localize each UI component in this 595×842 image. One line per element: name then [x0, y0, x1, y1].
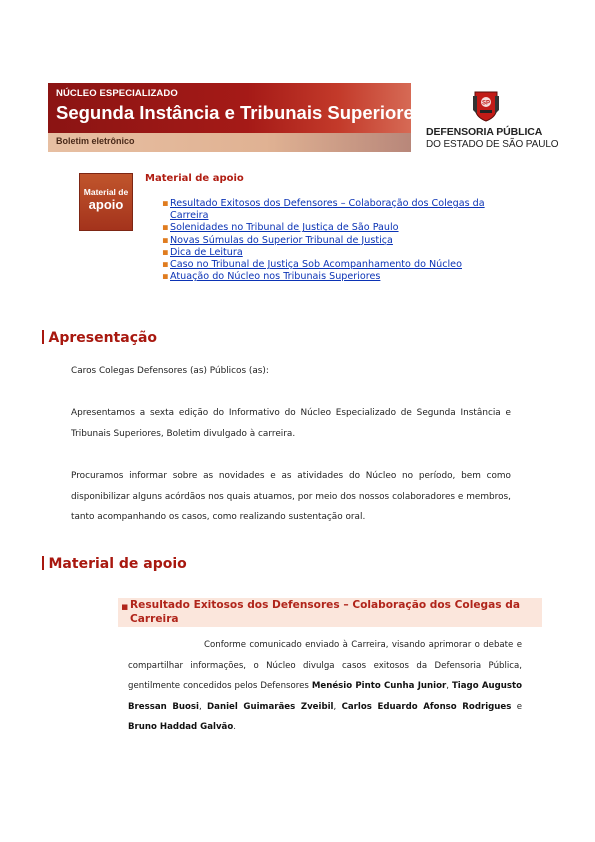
toc-link-sumulas[interactable]: ▪ Novas Súmulas do Superior Tribunal de Justiça [162, 234, 393, 246]
banner-subtitle: Boletim eletrônico [56, 136, 135, 146]
defensor-name: Carlos Eduardo Afonso Rodrigues [341, 701, 512, 712]
toc-link-resultados[interactable]: ▪ Resultado Exitosos dos Defensores – Colaboração dos Colegas da Carreira [162, 198, 485, 222]
banner-kicker: NÚCLEO ESPECIALIZADO [56, 88, 178, 99]
intro-paragraph: Apresentamos a sexta edição do Informativo do Núcleo Especializado de Segunda Instância e Tribunais Superiores, Boletim divulgado à carreira. [71, 408, 511, 439]
greeting-paragraph: Caros Colegas Defensores (as) Públicos (as): [71, 366, 269, 376]
header-banner [48, 83, 425, 152]
toc-link-caso[interactable]: ▪ Caso no Tribunal de Justiça Sob Acompanhamento do Núcleo [162, 259, 462, 271]
banner-strip [48, 133, 411, 152]
heading-bar [42, 556, 44, 570]
bullet-icon: ▪ [162, 271, 169, 283]
toc-title: Material de apoio [145, 173, 244, 184]
bullet-icon: ▪ [162, 246, 169, 258]
defensor-name: Daniel Guimarães Zveibil [207, 701, 334, 712]
bullet-icon: ▪ [162, 198, 169, 209]
objective-paragraph: Procuramos informar sobre as novidades e as atividades do Núcleo no período, bem como disponibilizar alguns acórdãos nos quais atuamos, por meio dos nossos colaboradores e membros, tanto acompanhando os casos, como realizando sustentação oral. [71, 471, 511, 522]
sao-paulo-emblem-icon [471, 90, 501, 122]
toc-link-solenidades[interactable]: ▪ Solenidades no Tribunal de Justiça de São Paulo [162, 222, 399, 234]
section-heading-material: Material de apoio [42, 556, 187, 572]
logo-line-1: DEFENSORIA PÚBLICA [426, 126, 543, 138]
defensor-name: Menésio Pinto Cunha Junior [311, 681, 447, 691]
bullet-icon: ▪ [162, 222, 169, 234]
bullet-icon: ▪ [162, 259, 169, 271]
table-of-contents [162, 198, 507, 283]
bullet-icon: ▪ [162, 234, 169, 246]
material-icon-line-1: Material de [83, 187, 129, 197]
section-heading-apresentacao: Apresentação [42, 330, 157, 346]
subsection-box [118, 598, 542, 627]
toc-link-atuacao[interactable]: ▪ Atuação do Núcleo nos Tribunais Superiores [162, 271, 381, 283]
material-de-apoio-icon [79, 173, 133, 231]
subsection-title: Resultado Exitosos dos Defensores – Colaboração dos Colegas da Carreira [130, 599, 520, 625]
bullet-icon: ▪ [121, 600, 129, 613]
material-body-paragraph: Conforme comunicado enviado à Carreira, visando aprimorar o debate e compartilhar informações, o Núcleo divulga casos exitosos da Defensoria Pública, gentilmente concedidos pelos Defensores Menésio Pinto Cunha Junior, Tiago Augusto Bressan Buosi, Daniel Guimarães Zveibil, Carlos Eduardo Afonso Rodrigues e Bruno Haddad Galvão. [128, 640, 523, 732]
defensor-name: Bruno Haddad Galvão [128, 722, 234, 732]
logo-line-2: DO ESTADO DE SÃO PAULO [426, 139, 559, 150]
defensor-name: Tiago Augusto Bressan Buosi [128, 681, 523, 712]
heading-bar [42, 330, 44, 344]
toc-link-dica[interactable]: ▪ Dica de Leitura [162, 246, 243, 258]
banner-title: Segunda Instância e Tribunais Superiores [56, 102, 425, 123]
emblem-text: SP [481, 100, 491, 107]
material-icon-line-2: apoio [88, 197, 124, 212]
